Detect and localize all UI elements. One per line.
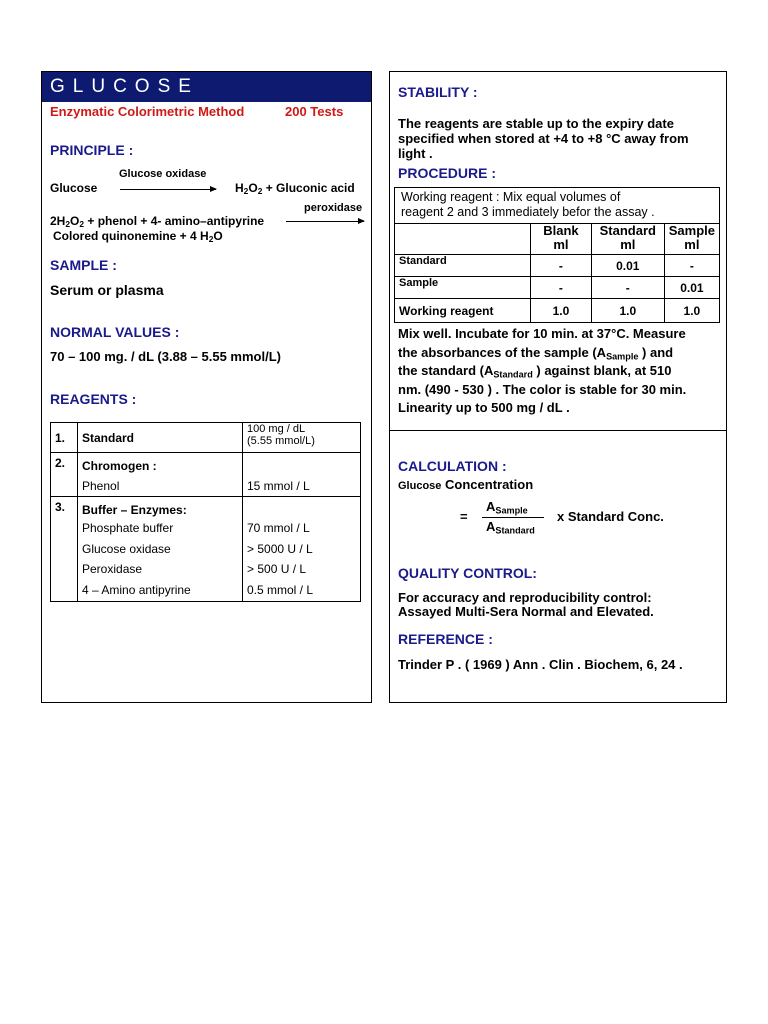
- reagent-value: 100 mg / dL (5.55 mmol/L): [243, 423, 361, 453]
- stability-line: The reagents are stable up to the expiry date: [398, 116, 674, 131]
- product-h2o2-gluconic: $H_2O_2$ + Gluconic acid: [235, 181, 355, 197]
- denominator: $A_{Standard}$: [486, 519, 535, 536]
- standard-conc: x Standard Conc.: [557, 509, 664, 524]
- tests-count: 200 Tests: [285, 104, 344, 119]
- normal-values-heading: NORMAL VALUES :: [50, 324, 180, 340]
- stability-line: light .: [398, 146, 433, 161]
- enzyme-glucose-oxidase: Glucose oxidase: [119, 168, 207, 180]
- enzyme-peroxidase: peroxidase: [304, 202, 363, 214]
- fraction-bar: [482, 517, 544, 518]
- reagent-value: 70 mmol / L > 5000 U / L > 500 U / L 0.5 mmol / L: [243, 497, 361, 602]
- working-reagent-note: Working reagent : Mix equal volumes of reagent 2 and 3 immediately befor the assay .: [394, 187, 720, 223]
- reference-heading: REFERENCE :: [398, 631, 493, 647]
- right-panel: [389, 71, 727, 703]
- reagents-heading: REAGENTS :: [50, 391, 137, 407]
- reagent-name: Chromogen : Phenol: [78, 453, 243, 497]
- sample-heading: SAMPLE :: [50, 257, 117, 273]
- quality-control-line: Assayed Multi-Sera Normal and Elevated.: [398, 604, 654, 619]
- procedure-row: Sample - - 0.01: [395, 277, 720, 299]
- row-label: Working reagent: [395, 299, 531, 323]
- procedure-text: Mix well. Incubate for 10 min. at 37°C. Measure the absorbances of the sample ($A_{Sample}$ ) and the standard ($A_{Standard}$ ) against blank, at 510 nm. (490 - 530 ) . The color is stable for 30 min. Linearity up to 500 mg / dL .: [398, 326, 687, 415]
- calculation-heading: CALCULATION :: [398, 458, 507, 474]
- row-label: Standard: [395, 255, 531, 277]
- stability-heading: STABILITY :: [398, 84, 478, 100]
- reaction-arrow-2: [286, 221, 364, 222]
- section-divider: [390, 430, 726, 431]
- left-panel: [41, 71, 372, 703]
- procedure-row: Standard - 0.01 -: [395, 255, 720, 277]
- reagent-num: 1.: [51, 423, 78, 453]
- reaction-line-2: $2H_2O_2$ + phenol + 4- amino–antipyrine: [50, 214, 265, 230]
- stability-line: specified when stored at +4 to +8 °C away from: [398, 131, 689, 146]
- col-standard: Standard ml: [591, 224, 664, 255]
- quality-control-line: For accuracy and reproducibility control:: [398, 590, 652, 605]
- reagents-table: [50, 422, 361, 602]
- calculation-label: Glucose Concentration: [398, 477, 534, 492]
- principle-heading: PRINCIPLE :: [50, 142, 134, 158]
- product-title: GLUCOSE: [42, 72, 371, 102]
- reagent-row: [51, 453, 361, 497]
- reactant-glucose: Glucose: [50, 181, 98, 195]
- reference-text: Trinder P . ( 1969 ) Ann . Clin . Biochem, 6, 24 .: [398, 657, 683, 672]
- col-blank: Blank ml: [531, 224, 592, 255]
- reagent-row: [51, 497, 361, 602]
- reagent-row: [51, 423, 361, 453]
- reagent-num: 2.: [51, 453, 78, 497]
- reaction-arrow-1: [120, 189, 216, 190]
- equals-sign: =: [460, 509, 468, 524]
- col-sample: Sample ml: [664, 224, 719, 255]
- reagent-num: 3.: [51, 497, 78, 602]
- sample-text: Serum or plasma: [50, 282, 164, 298]
- reagent-name: Standard: [78, 423, 243, 453]
- procedure-row: Working reagent 1.0 1.0 1.0: [395, 299, 720, 323]
- reaction-line-3: Colored quinonemine + 4 $H_2O$: [53, 229, 223, 245]
- reagent-value: 15 mmol / L: [243, 453, 361, 497]
- method-subtitle: Enzymatic Colorimetric Method: [50, 104, 245, 119]
- numerator: $A_{Sample}$: [486, 499, 528, 516]
- procedure-header-row: [395, 224, 720, 255]
- procedure-table: [394, 223, 720, 323]
- row-label: Sample: [395, 277, 531, 299]
- reagent-name: Buffer – Enzymes: Phosphate buffer Glucose oxidase Peroxidase 4 – Amino antipyrine: [78, 497, 243, 602]
- normal-values-text: 70 – 100 mg. / dL (3.88 – 5.55 mmol/L): [50, 349, 281, 364]
- procedure-heading: PROCEDURE :: [398, 165, 497, 181]
- quality-control-heading: QUALITY CONTROL:: [398, 565, 537, 581]
